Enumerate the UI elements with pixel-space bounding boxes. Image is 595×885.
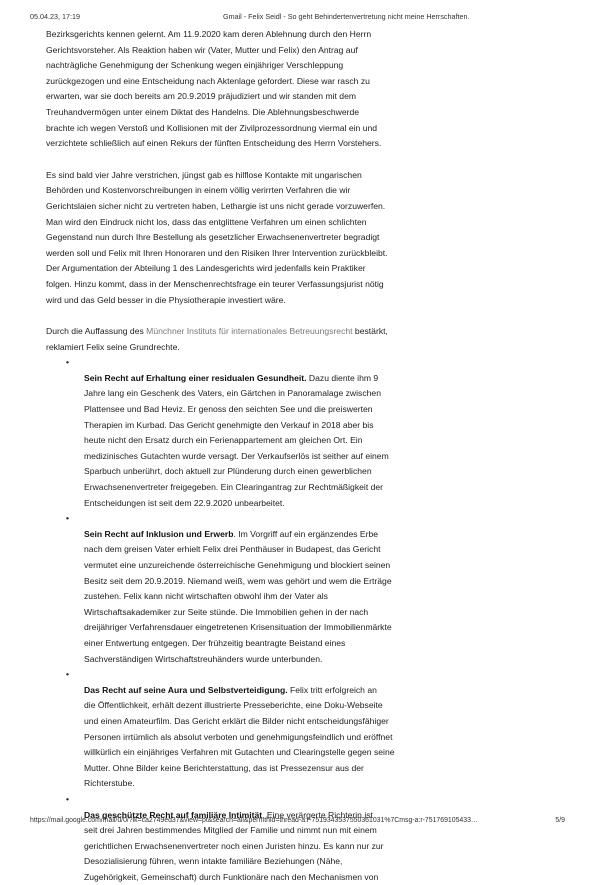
list-item: [66, 667, 551, 792]
intro-text-end: bestärkt, reklamiert Felix seine Grundrechte.: [46, 326, 388, 352]
intro-text: Durch die Auffassung des: [46, 326, 147, 337]
paragraph: Es sind bald vier Jahre verstrichen, jüngst gab es hilflose Kontakte mit ungarischen Behörden und Kostenvorschreibungen in einem völlig verirrten Verfahren die wir Gerichtslaien sicher nicht zu vertreten haben, Lethargie ist uns nicht gerade vorzuwerfen. Man wird den Eindruck nicht los, dass das entglittene Verfahren um einen schlichten Gegenstand nun durch Ihre Bestellung als gesetzlicher Erwachsenenvertreter begradigt werden soll und Felix mit Ihren Honoraren und den Risiken Ihrer Intervention zurückbleibt. Der Argumentation der Abteilung 1 des Landesgerichts wird jedenfalls kein Praktiker folgen. Hinzu kommt, dass in der Menschenrechtsfrage ein teurer Verfassungsjurist nötig wird und das Geld besser in die Physiotherapie investiert wäre.: [46, 169, 388, 305]
print-header: [30, 12, 565, 24]
list-item-heading: Das geschützte Recht auf familiäre Intimität: [84, 809, 263, 820]
list-item: [66, 355, 551, 511]
intro-paragraph: [46, 324, 551, 355]
bullet-icon: •: [66, 513, 70, 524]
print-datetime: 05.04.23, 17:19: [30, 12, 80, 21]
email-body: [46, 27, 551, 885]
list-item-text: Dazu diente ihm 9 Jahre lang ein Geschenk des Vaters, ein Gärtchen in Panoramalage zwischen Plattensee und Bad Heviz. Er genoss den seichten See und die preiswerten Therapien im Kurbad. Das Gericht genehmigte den Verkauf in 2018 aber bis heute nicht den Ersatz durch ein Ferienappartement am gleichen Ort. Ein medizinisches Gutachten wurde versagt. Der Verkaufserlös ist seither auf einem Sparbuch unberührt, doch aktuell zur Plünderung durch einen gewerblichen Erwachsenenvertreter freigegeben. Ein Clearingantrag zur Rechtmäßigkeit der Entscheidungen ist seit dem 22.9.2020 unbearbeitet.: [84, 372, 389, 508]
bullet-icon: •: [66, 793, 70, 804]
paragraph: Bezirksgerichts kennen gelernt. Am 11.9.2020 kam deren Ablehnung durch den Herrn Gerichtsvorsteher. Als Reaktion haben wir (Vater, Mutter und Felix) den Antrag auf nachträgliche Genehmigung der Schenkung wegen einjähriger Verschleppung zurückgezogen und eine Entscheidung nach Aktenlage gefordert. Diese war rasch zu erwarten, war sie doch bereits am 20.9.2019 präjudiziert und wir standen mit dem Treuhandvermögen unter einem Diktat des Handelns. Die Ablehnungsbeschwerde brachte ich wegen Verstoß und Kollisionen mit der Zivilprozessordnung viermal ein und verzichtete schließlich auf einen Rekurs der fünften Entscheidung des Herrn Vorstehers.: [46, 29, 382, 149]
list-item-text: Felix tritt erfolgreich an die Öffentlichkeit, erhält dezent illustrierte Presseberichte, eine Doku-Webseite und einen Amateurfilm. Das Gericht erklärt die Bilder nicht entscheidungsfähiger Personen irrtümlich als absolut verboten und genehmigungsfeindlich und eröffnet willkürlich ein einjähriges Verfahren mit Gutachten und Clearingstelle gegen seine Mutter. Ohne Bilder keine Berichterstattung, das ist Pressezensur aus der Richterstube.: [84, 684, 395, 789]
list-item-text: . Eine verärgerte Richterin ist seit drei Jahren bestimmendes Mitglied der Familie und nimmt nun mit einem gerichtlichen Erwachsenenvertreter noch einen Juristen hinzu. Es kann nur zur Desozialisierung führen, wenn intakte familiäre Beziehungen (Nähe, Zugehörigkeit, Gemeinschaft) durch Funktionäre nach den Mechanismen von: [84, 809, 384, 882]
list-item: [66, 792, 551, 885]
list-item-heading: Das Recht auf seine Aura und Selbstverteidigung.: [84, 684, 288, 695]
print-title: Gmail - Felix Seidl - So geht Behindertenvertretung nicht meine Herrschaften.: [223, 12, 470, 21]
list-item-heading: Sein Recht auf Erhaltung einer residualen Gesundheit.: [84, 372, 307, 383]
list-item-heading: Sein Recht auf Inklusion und Erwerb: [84, 528, 234, 539]
page-number: 5/9: [555, 817, 565, 824]
print-url: https://mail.google.com/mail/u/0/?ik=ca2749ed37&view=pt&search=all&permthid=thread-a:r-7519343537550361031%7Cmsg-a:r-751769105433…: [30, 817, 478, 824]
rights-list: [46, 355, 551, 885]
institute-link[interactable]: Münchner Instituts für internationales Betreuungsrecht: [146, 326, 353, 337]
list-item: [66, 511, 551, 667]
bullet-icon: •: [66, 357, 70, 368]
bullet-icon: •: [66, 669, 70, 680]
list-item-text: . Im Vorgriff auf ein ergänzendes Erbe nach dem greisen Vater erhielt Felix drei Penthäuser in Budapest, das Gericht vermutet eine unzureichende österreichische Genehmigung und blockiert seinen Besitz seit dem 20.9.2019. Niemand weiß, wem was gehört und wem die Erträge zustehen. Felix kann nicht wirtschaften obwohl ihm der Vater als Wirtschaftsakademiker zur Seite stünde. Die Immobilien gehen in der nach dreijähriger Verfahrensdauer eingetretenen Krisensituation der Immobilienmärkte einer Entwertung entgegen. Der frühzeitig beantragte Beistand eines Sachverständigen Wirtschaftstreuhänders wurde unterbunden.: [84, 528, 392, 664]
